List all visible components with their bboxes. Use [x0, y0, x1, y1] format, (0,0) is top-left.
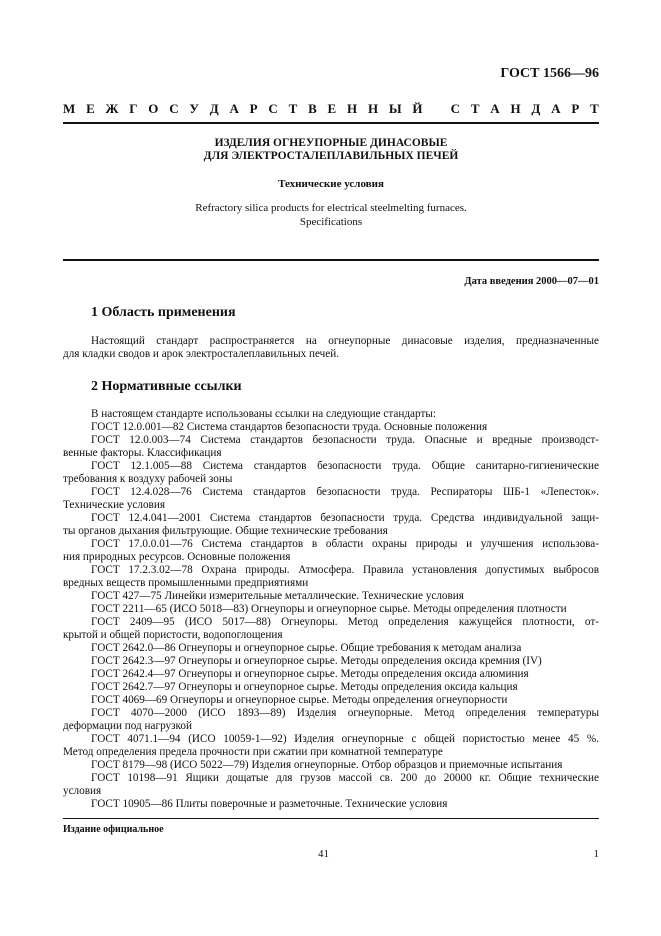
section-2-line: ГОСТ 10905—86 Плиты поверочные и разметочные. Технические условия	[91, 798, 448, 810]
section-2-line: венные факторы. Классификация	[63, 447, 222, 459]
sheet-number: 1	[593, 848, 599, 860]
section-2-line: ГОСТ 2409—95 (ИСО 5017—88) Огнеупоры. Метод определения кажущейся плотности, от-	[91, 616, 599, 628]
section-2-line: вредных веществ промышленными предприятиями	[63, 577, 309, 589]
standard-type-letter: С	[450, 101, 461, 116]
section-2-line: требования к воздуху рабочей зоны	[63, 473, 233, 485]
standard-type-letter: Н	[347, 101, 358, 116]
section-2-line: ГОСТ 4070—2000 (ИСО 1893—89) Изделия огнеупорные. Метод определения температуры	[91, 707, 599, 719]
section-2-line: Метод определения предела прочности при сжатии при комнатной температуре	[63, 746, 443, 758]
standard-type-letter: Г	[129, 101, 138, 116]
standard-type-letter: А	[229, 101, 239, 116]
intro-date: Дата введения 2000—07—01	[464, 276, 599, 287]
section-2-line: ГОСТ 2642.3—97 Огнеупоры и огнеупорное сырье. Методы определения оксида кремния (IV)	[91, 655, 542, 667]
standard-type-letter: Н	[367, 101, 379, 116]
section-2-line: ГОСТ 12.4.028—76 Система стандартов безопасности труда. Респираторы ШБ-1 «Лепесток».	[91, 486, 599, 498]
standard-type-letter: А	[490, 101, 500, 116]
standard-type-letter: Ы	[388, 101, 402, 116]
section-1-line: для кладки сводов и арок электросталеплавильных печей.	[63, 348, 340, 360]
section-1-heading: 1 Область применения	[91, 305, 236, 320]
title-rule	[63, 259, 599, 261]
title-line-2: ДЛЯ ЭЛЕКТРОСТАЛЕПЛАВИЛЬНЫХ ПЕЧЕЙ	[203, 150, 459, 162]
top-rule	[63, 122, 599, 124]
standard-type-letter: Т	[590, 101, 599, 116]
english-title	[63, 201, 599, 229]
section-2-line: ГОСТ 12.0.003—74 Система стандартов безопасности труда. Опасные и вредные производст-	[91, 434, 599, 446]
section-2-line: ГОСТ 2211—65 (ИСО 5018—83) Огнеупоры и огнеупорное сырье. Методы определения плотности	[91, 603, 567, 615]
section-2-line: деформации под нагрузкой	[63, 720, 192, 732]
document-subtitle: Технические условия	[278, 178, 384, 190]
standard-type-letter: Ж	[105, 101, 119, 116]
footer-rule	[63, 818, 599, 819]
section-2-line: ГОСТ 12.1.005—88 Система стандартов безопасности труда. Общие санитарно-гигиенические	[91, 460, 599, 472]
section-2-line: ния природных ресурсов. Основные положения	[63, 551, 291, 563]
standard-type-letter: Т	[288, 101, 298, 116]
standard-type-letter: Т	[470, 101, 480, 116]
section-2-line: ГОСТ 17.0.0.01—76 Система стандартов в области охраны природы и улучшения использова-	[91, 538, 599, 550]
standard-type-letter: В	[308, 101, 317, 116]
section-2-heading: 2 Нормативные ссылки	[91, 379, 242, 394]
page-number: 41	[318, 848, 329, 860]
document-title	[63, 137, 599, 163]
section-2-line: ты органов дыхания фильтрующие. Общие технические требования	[63, 525, 388, 537]
edition-label: Издание официальное	[63, 824, 164, 835]
section-2-line: ГОСТ 4069—69 Огнеупоры и огнеупорное сырье. Методы определения огнеупорности	[91, 694, 508, 706]
standard-type-letter: Н	[510, 101, 521, 116]
standard-type-letter: Р	[249, 101, 258, 116]
section-2-line: ГОСТ 427—75 Линейки измерительные металлические. Технические условия	[91, 590, 464, 602]
section-2-line: ГОСТ 4071.1—94 (ИСО 10059-1—92) Изделия огнеупорные с общей пористостью менее 45 %.	[91, 733, 599, 745]
standard-type-letter: Е	[86, 101, 95, 116]
section-2-line: ГОСТ 2642.4—97 Огнеупоры и огнеупорное сырье. Методы определения оксида алюминия	[91, 668, 529, 680]
standard-type-letter: Д	[531, 101, 541, 116]
standard-type-letter: Д	[209, 101, 219, 116]
section-2-body	[63, 408, 599, 811]
standard-type-letter: Е	[327, 101, 337, 116]
english-title-line-1: Refractory silica products for electrical steelmelting furnaces.	[195, 202, 467, 214]
standard-type-letter: У	[189, 101, 199, 116]
section-2-line: ГОСТ 8179—98 (ИСО 5022—79) Изделия огнеупорные. Отбор образцов и приемочные испытания	[91, 759, 563, 771]
english-title-line-2: Specifications	[299, 216, 363, 228]
section-2-line: ГОСТ 12.4.041—2001 Система стандартов безопасности труда. Средства индивидуальной защи-	[91, 512, 599, 524]
standard-type-letter: Й	[412, 101, 423, 116]
standard-type-letter: О	[148, 101, 159, 116]
standard-type-letter: С	[268, 101, 278, 116]
doc-number: ГОСТ 1566—96	[500, 66, 599, 81]
section-2-line: ГОСТ 10198—91 Ящики дощатые для грузов массой св. 200 до 20000 кг. Общие технические	[91, 772, 599, 784]
standard-type-letter: М	[63, 101, 76, 116]
section-2-line: ГОСТ 12.0.001—82 Система стандартов безопасности труда. Основные положения	[91, 421, 488, 433]
section-2-line: ГОСТ 2642.0—86 Огнеупоры и огнеупорное сырье. Общие требования к методам анализа	[91, 642, 522, 654]
section-2-line: ГОСТ 17.2.3.02—78 Охрана природы. Атмосфера. Правила установления допустимых выбросов	[91, 564, 599, 576]
standard-type-gap	[433, 101, 440, 117]
section-2-line: условия	[63, 785, 102, 797]
section-1-body	[63, 335, 599, 361]
section-2-line: Технические условия	[63, 499, 165, 511]
section-1-line: Настоящий стандарт распространяется на огнеупорные динасовые изделия, предназначенные	[91, 335, 599, 347]
section-2-line: крытой и общей пористости, водопоглощения	[63, 629, 283, 641]
section-2-line: ГОСТ 2642.7—97 Огнеупоры и огнеупорное сырье. Методы определения оксида кальция	[91, 681, 518, 693]
standard-type-letter: А	[551, 101, 561, 116]
standard-type	[63, 101, 599, 117]
standard-type-letter: С	[169, 101, 179, 116]
section-2-line: В настоящем стандарте использованы ссылки на следующие стандарты:	[91, 408, 436, 420]
title-line-1: ИЗДЕЛИЯ ОГНЕУПОРНЫЕ ДИНАСОВЫЕ	[214, 137, 448, 149]
standard-type-letter: Р	[571, 101, 580, 116]
